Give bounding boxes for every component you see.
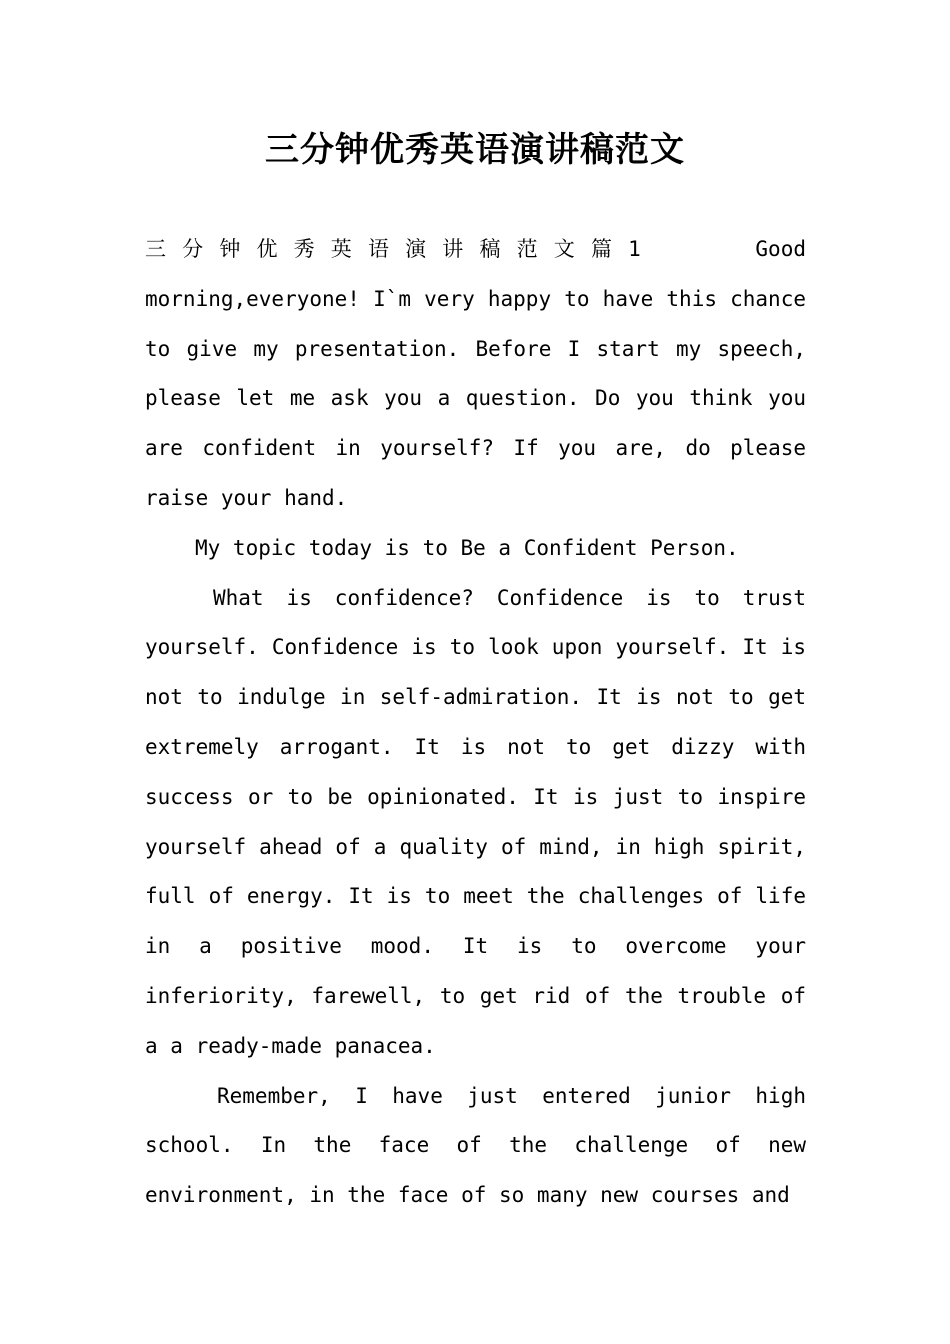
paragraph-text: Good morning,everyone! I`m very happy to have this chance to give my presentation. Before I start my speech, please let me ask you a question. Do you think you are confident in yourself? If you are, do please raise your hand.: [145, 237, 806, 510]
paragraph-topic: My topic today is to Be a Confident Person.: [195, 535, 739, 560]
paragraph-intro: [145, 225, 806, 524]
document-title: 三分钟优秀英语演讲稿范文: [265, 130, 685, 170]
document-body: [145, 225, 806, 1221]
paragraph-remember: Remember, I have just entered junior high school. In the face of the challenge of new environment, in the face of so many new courses and: [145, 1083, 806, 1208]
section-heading: 三分钟优秀英语演讲稿范文篇1: [145, 237, 656, 261]
paragraph-confidence: What is confidence? Confidence is to trust yourself. Confidence is to look upon yourself. It is not to indulge in self-admiration. It is not to get extremely arrogant. It is not to get dizzy with success or to be opinionated. It is just to inspire yourself ahead of a quality of mind, in high spirit, full of energy. It is to meet the challenges of life in a positive mood. It is to overcome your inferiority, farewell, to get rid of the trouble of a a ready-made panacea.: [145, 585, 806, 1058]
